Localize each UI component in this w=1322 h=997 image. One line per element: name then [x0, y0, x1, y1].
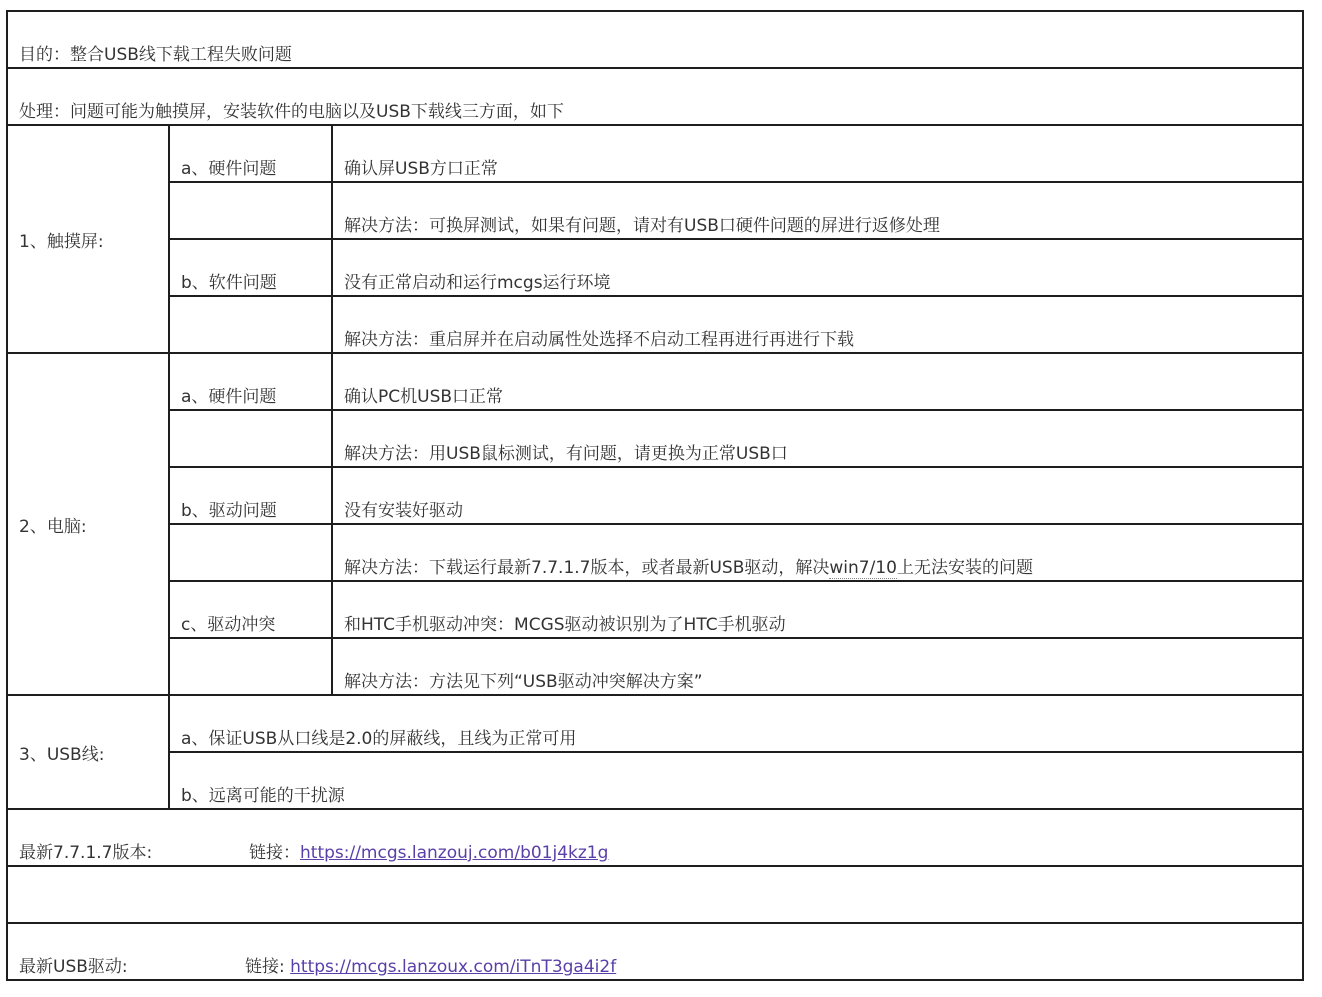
table-row — [7, 182, 1303, 239]
table-row — [7, 410, 1303, 467]
computer-driver-desc: 没有安装好驱动 — [332, 467, 1303, 524]
usb-cable-label: 3、USB线: — [7, 695, 169, 809]
empty-cell — [169, 182, 332, 239]
table-row — [7, 239, 1303, 296]
table-row — [7, 866, 1303, 923]
computer-hw-label: a、硬件问题 — [169, 353, 332, 410]
handling-text: 处理：问题可能为触摸屏，安装软件的电脑以及USB下载线三方面，如下 — [7, 68, 1303, 125]
table-row — [7, 524, 1303, 581]
computer-label: 2、电脑: — [7, 353, 169, 695]
table-row — [7, 809, 1303, 866]
empty-cell — [169, 296, 332, 353]
computer-conflict-solution: 解决方法：方法见下列“USB驱动冲突解决方案” — [332, 638, 1303, 695]
driver-solution-os: win7/10 — [829, 558, 897, 578]
touchscreen-sw-solution: 解决方法：重启屏并在启动属性处选择不启动工程再进行再进行下载 — [332, 296, 1303, 353]
table-row — [7, 11, 1303, 68]
touchscreen-hw-solution: 解决方法：可换屏测试，如果有问题，请对有USB口硬件问题的屏进行返修处理 — [332, 182, 1303, 239]
table-row — [7, 752, 1303, 809]
computer-hw-solution: 解决方法：用USB鼠标测试，有问题，请更换为正常USB口 — [332, 410, 1303, 467]
computer-conflict-desc: 和HTC手机驱动冲突：MCGS驱动被识别为了HTC手机驱动 — [332, 581, 1303, 638]
latest-version-link[interactable]: https://mcgs.lanzouj.com/b01j4kz1g — [300, 843, 609, 863]
computer-hw-desc: 确认PC机USB口正常 — [332, 353, 1303, 410]
touchscreen-sw-label: b、软件问题 — [169, 239, 332, 296]
touchscreen-hw-desc: 确认屏USB方口正常 — [332, 125, 1303, 182]
document-table — [6, 10, 1304, 981]
computer-driver-solution — [332, 524, 1303, 581]
computer-conflict-label: c、驱动冲突 — [169, 581, 332, 638]
table-row — [7, 581, 1303, 638]
latest-driver-label: 最新USB驱动: — [19, 957, 128, 977]
table-row — [7, 125, 1303, 182]
driver-solution-prefix: 解决方法：下载运行最新7.7.1.7版本，或者最新USB驱动，解决 — [344, 558, 830, 578]
latest-version-cell — [7, 809, 1303, 866]
latest-version-label: 最新7.7.1.7版本: — [19, 843, 153, 863]
latest-driver-link[interactable]: https://mcgs.lanzoux.com/iTnT3ga4i2f — [290, 957, 617, 977]
empty-cell — [169, 638, 332, 695]
latest-version-link-prefix: 链接： — [249, 843, 300, 863]
usb-cable-item-a: a、保证USB从口线是2.0的屏蔽线，且线为正常可用 — [169, 695, 1303, 752]
purpose-text: 目的：整合USB线下载工程失败问题 — [7, 11, 1303, 68]
empty-cell — [7, 866, 1303, 923]
table-row — [7, 467, 1303, 524]
empty-cell — [169, 410, 332, 467]
driver-solution-suffix: 上无法安装的问题 — [896, 558, 1033, 578]
table-row — [7, 923, 1303, 980]
touchscreen-sw-desc: 没有正常启动和运行mcgs运行环境 — [332, 239, 1303, 296]
empty-cell — [169, 524, 332, 581]
latest-driver-link-prefix: 链接: — [245, 957, 291, 977]
table-row — [7, 296, 1303, 353]
latest-driver-cell — [7, 923, 1303, 980]
table-row — [7, 68, 1303, 125]
touchscreen-label: 1、触摸屏: — [7, 125, 169, 353]
usb-cable-item-b: b、远离可能的干扰源 — [169, 752, 1303, 809]
touchscreen-hw-label: a、硬件问题 — [169, 125, 332, 182]
computer-driver-label: b、驱动问题 — [169, 467, 332, 524]
table-row — [7, 638, 1303, 695]
table-row — [7, 695, 1303, 752]
table-row — [7, 353, 1303, 410]
